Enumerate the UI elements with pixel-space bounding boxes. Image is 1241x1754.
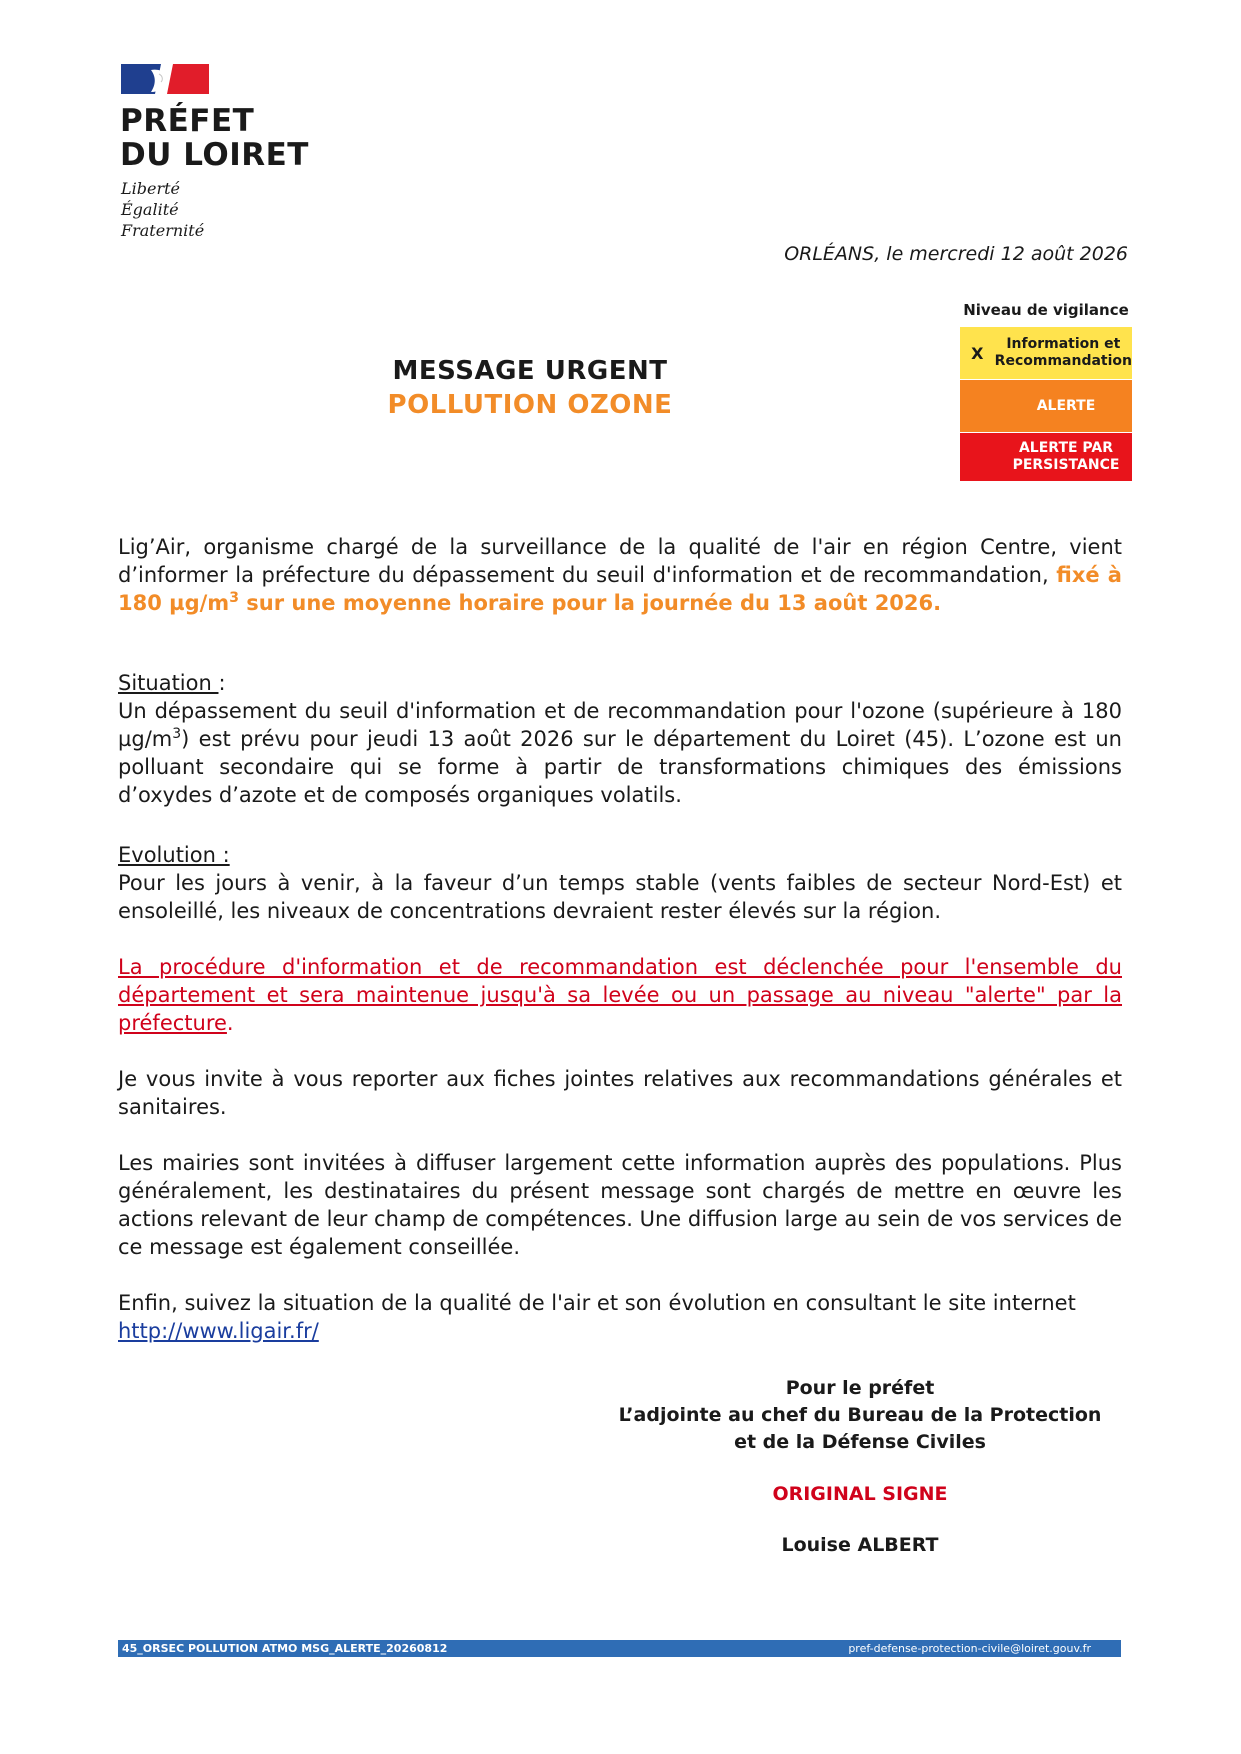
footer-reference: 45_ORSEC POLLUTION ATMO MSG_ALERTE_20260812 [122,1642,448,1655]
procedure-end: . [226,1011,234,1035]
title-message-urgent: MESSAGE URGENT [392,356,668,386]
prefet-line2: DU LOIRET [120,137,309,173]
devise-fraternite: Fraternité [121,221,205,240]
evolution-heading: Evolution : [118,843,230,867]
procedure-paragraph [118,953,1122,1037]
title-pollution-ozone: POLLUTION OZONE [387,390,673,420]
fiches-paragraph: Je vous invite à vous reporter aux fiches jointes relatives aux recommandations générales et sanitaires. [118,1067,1122,1119]
situation-text-b: ) est prévu pour jeudi 13 août 2026 sur le département du Loiret (45). L’ozone est un polluant secondaire qui se forme à partir de transformations chimiques des émissions d’oxydes d’azote et de composés organiques volatils. [118,727,1122,807]
vigilance-row-information [960,327,1132,379]
situation-heading: Situation [118,671,219,695]
vigilance-label: ALERTE [1036,397,1096,414]
document-date: ORLÉANS, le mercredi 12 août 2026 [784,243,1128,265]
intro-text: Lig’Air, organisme chargé de la surveillance de la qualité de l'air en région Centre, vient d’informer la préfecture du dépassement du seuil d'information et de recommandation, [118,535,1122,587]
enfin-paragraph [118,1289,1122,1345]
signature-line1: Pour le préfet [785,1377,935,1399]
threshold-text-a: fixé à 180 µg/m [118,563,1122,615]
vigilance-label: ALERTE PAR PERSISTANCE [1012,440,1120,473]
ligair-link[interactable]: http://www.ligair.fr/ [118,1319,319,1343]
evolution-text: Pour les jours à venir, à la faveur d’un temps stable (vents faibles de secteur Nord-Est) et ensoleillé, les niveaux de concentrations devraient rester élevés sur la région. [118,871,1122,923]
signatory-name: Louise ALBERT [781,1534,939,1556]
intro-paragraph [118,533,1122,617]
evolution-paragraph [118,841,1122,925]
signature-line2: L’adjointe au chef du Bureau de la Protection [618,1404,1102,1426]
procedure-text: La procédure d'information et de recommandation est déclenchée pour l'ensemble du département et sera maintenue jusqu'à sa levée ou un passage au niveau "alerte" par la préfecture [118,955,1122,1035]
situation-paragraph [118,669,1122,809]
vigilance-row-alerte [960,380,1132,432]
devise-egalite: Égalité [121,200,179,219]
signature-line3: et de la Défense Civiles [734,1431,986,1453]
threshold-sup: 3 [229,590,239,606]
prefet-line1: PRÉFET [120,103,255,139]
enfin-text: Enfin, suivez la situation de la qualité de l'air et son évolution en consultant le site internet [118,1291,1076,1315]
signature-block [600,1375,1120,1456]
footer-bar [118,1640,1121,1657]
marianne-flag-logo [121,64,209,94]
vigilance-label: Information et Recommandation [994,336,1132,369]
situation-sup: 3 [172,726,182,742]
vigilance-mark: X [971,343,984,363]
situation-text-a: Un dépassement du seuil d'information et de recommandation pour l'ozone (supérieure à 180 µg/m [118,699,1122,751]
devise [121,178,204,241]
devise-liberte: Liberté [121,179,180,198]
prefet-title [120,104,309,172]
original-signe: ORIGINAL SIGNE [772,1483,948,1505]
vigilance-title: Niveau de vigilance [963,301,1129,319]
situation-colon: : [218,671,226,695]
vigilance-row-persistance [960,433,1132,481]
threshold-text-b: sur une moyenne horaire pour la journée du 13 août 2026. [238,591,942,615]
mairies-paragraph: Les mairies sont invitées à diffuser largement cette information auprès des populations. Plus généralement, les destinataires du présent message sont chargés de mettre en œuvre les actions relevant de leur champ de compétences. Une diffusion large au sein de vos services de ce message est également conseillée. [118,1151,1122,1259]
footer-email[interactable]: pref-defense-protection-civile@loiret.gouv.fr [848,1642,1091,1655]
